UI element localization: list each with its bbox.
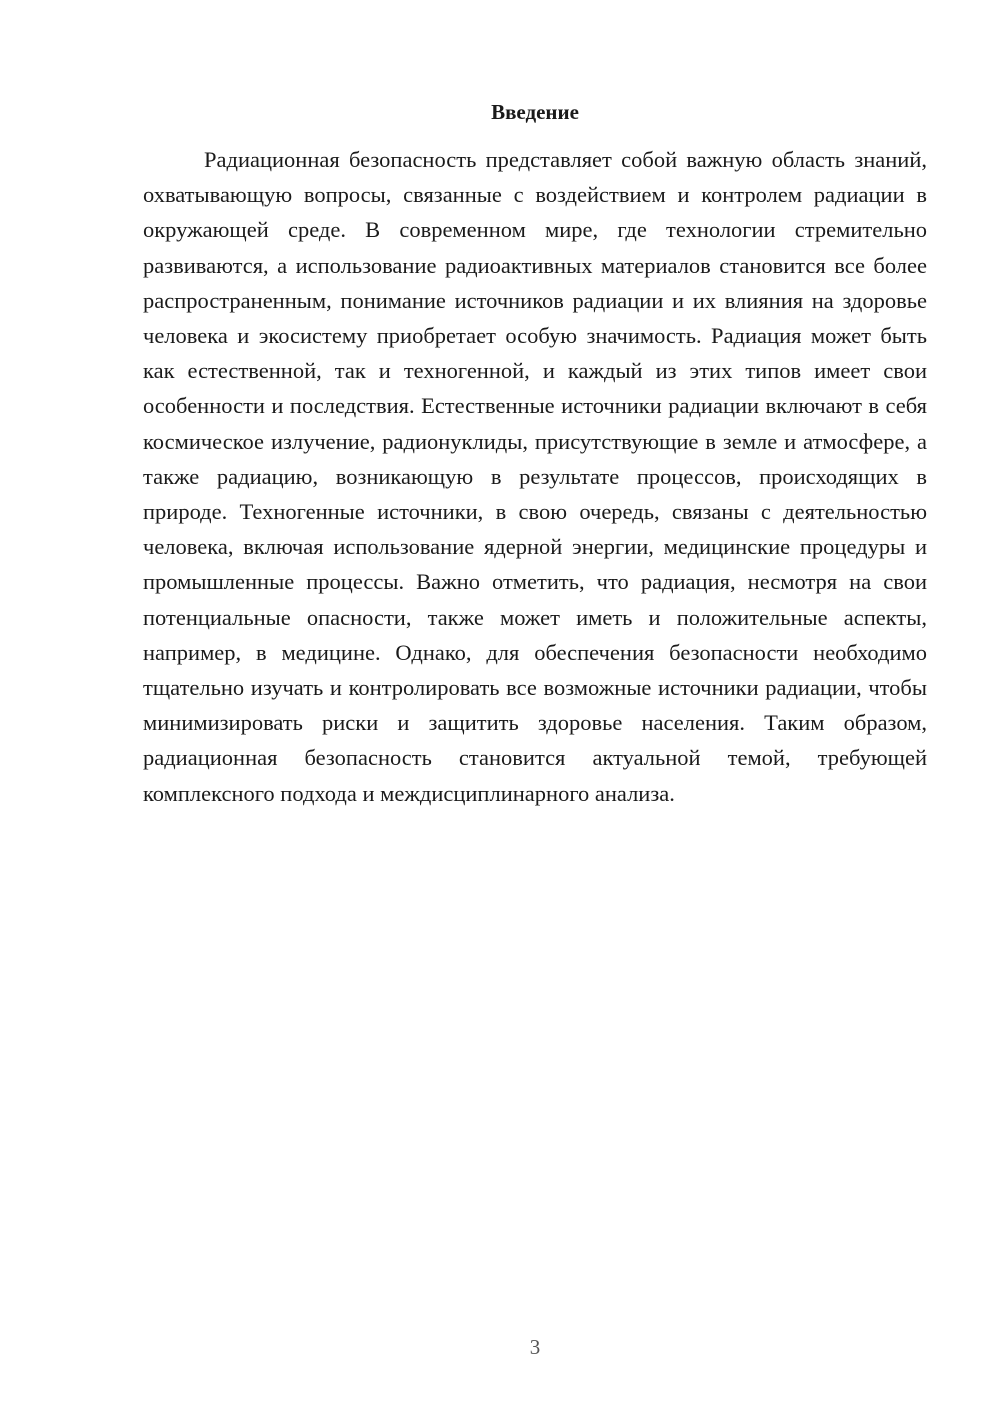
- section-heading: Введение: [491, 100, 579, 124]
- body-paragraph: Радиационная безопасность представляет собой важную область знаний, охватывающую вопросы, связанные с воздействием и контролем радиации в окружающей среде. В современном мире, где технологии стремительно развиваются, а использование радиоактивных материалов становится все более распространенным, понимание источников радиации и их влияния на здоровье человека и экосистему приобретает особую значимость. Радиация может быть как естественной, так и техногенной, и каждый из этих типов имеет свои особенности и последствия. Естественные источники радиации включают в себя космическое излучение, радионуклиды, присутствующие в земле и атмосфере, а также радиацию, возникающую в результате процессов, происходящих в природе. Техногенные источники, в свою очередь, связаны с деятельностью человека, включая использование ядерной энергии, медицинские процедуры и промышленные процессы. Важно отметить, что радиация, несмотря на свои потенциальные опасности, также может иметь и положительные аспекты, например, в медицине. Однако, для обеспечения безопасности необходимо тщательно изучать и контролировать все возможные источники радиации, чтобы минимизировать риски и защитить здоровье населения. Таким образом, радиационная безопасность становится актуальной темой, требующей комплексного подхода и междисциплинарного анализа.: [143, 147, 927, 806]
- page-number: 3: [529, 1335, 541, 1359]
